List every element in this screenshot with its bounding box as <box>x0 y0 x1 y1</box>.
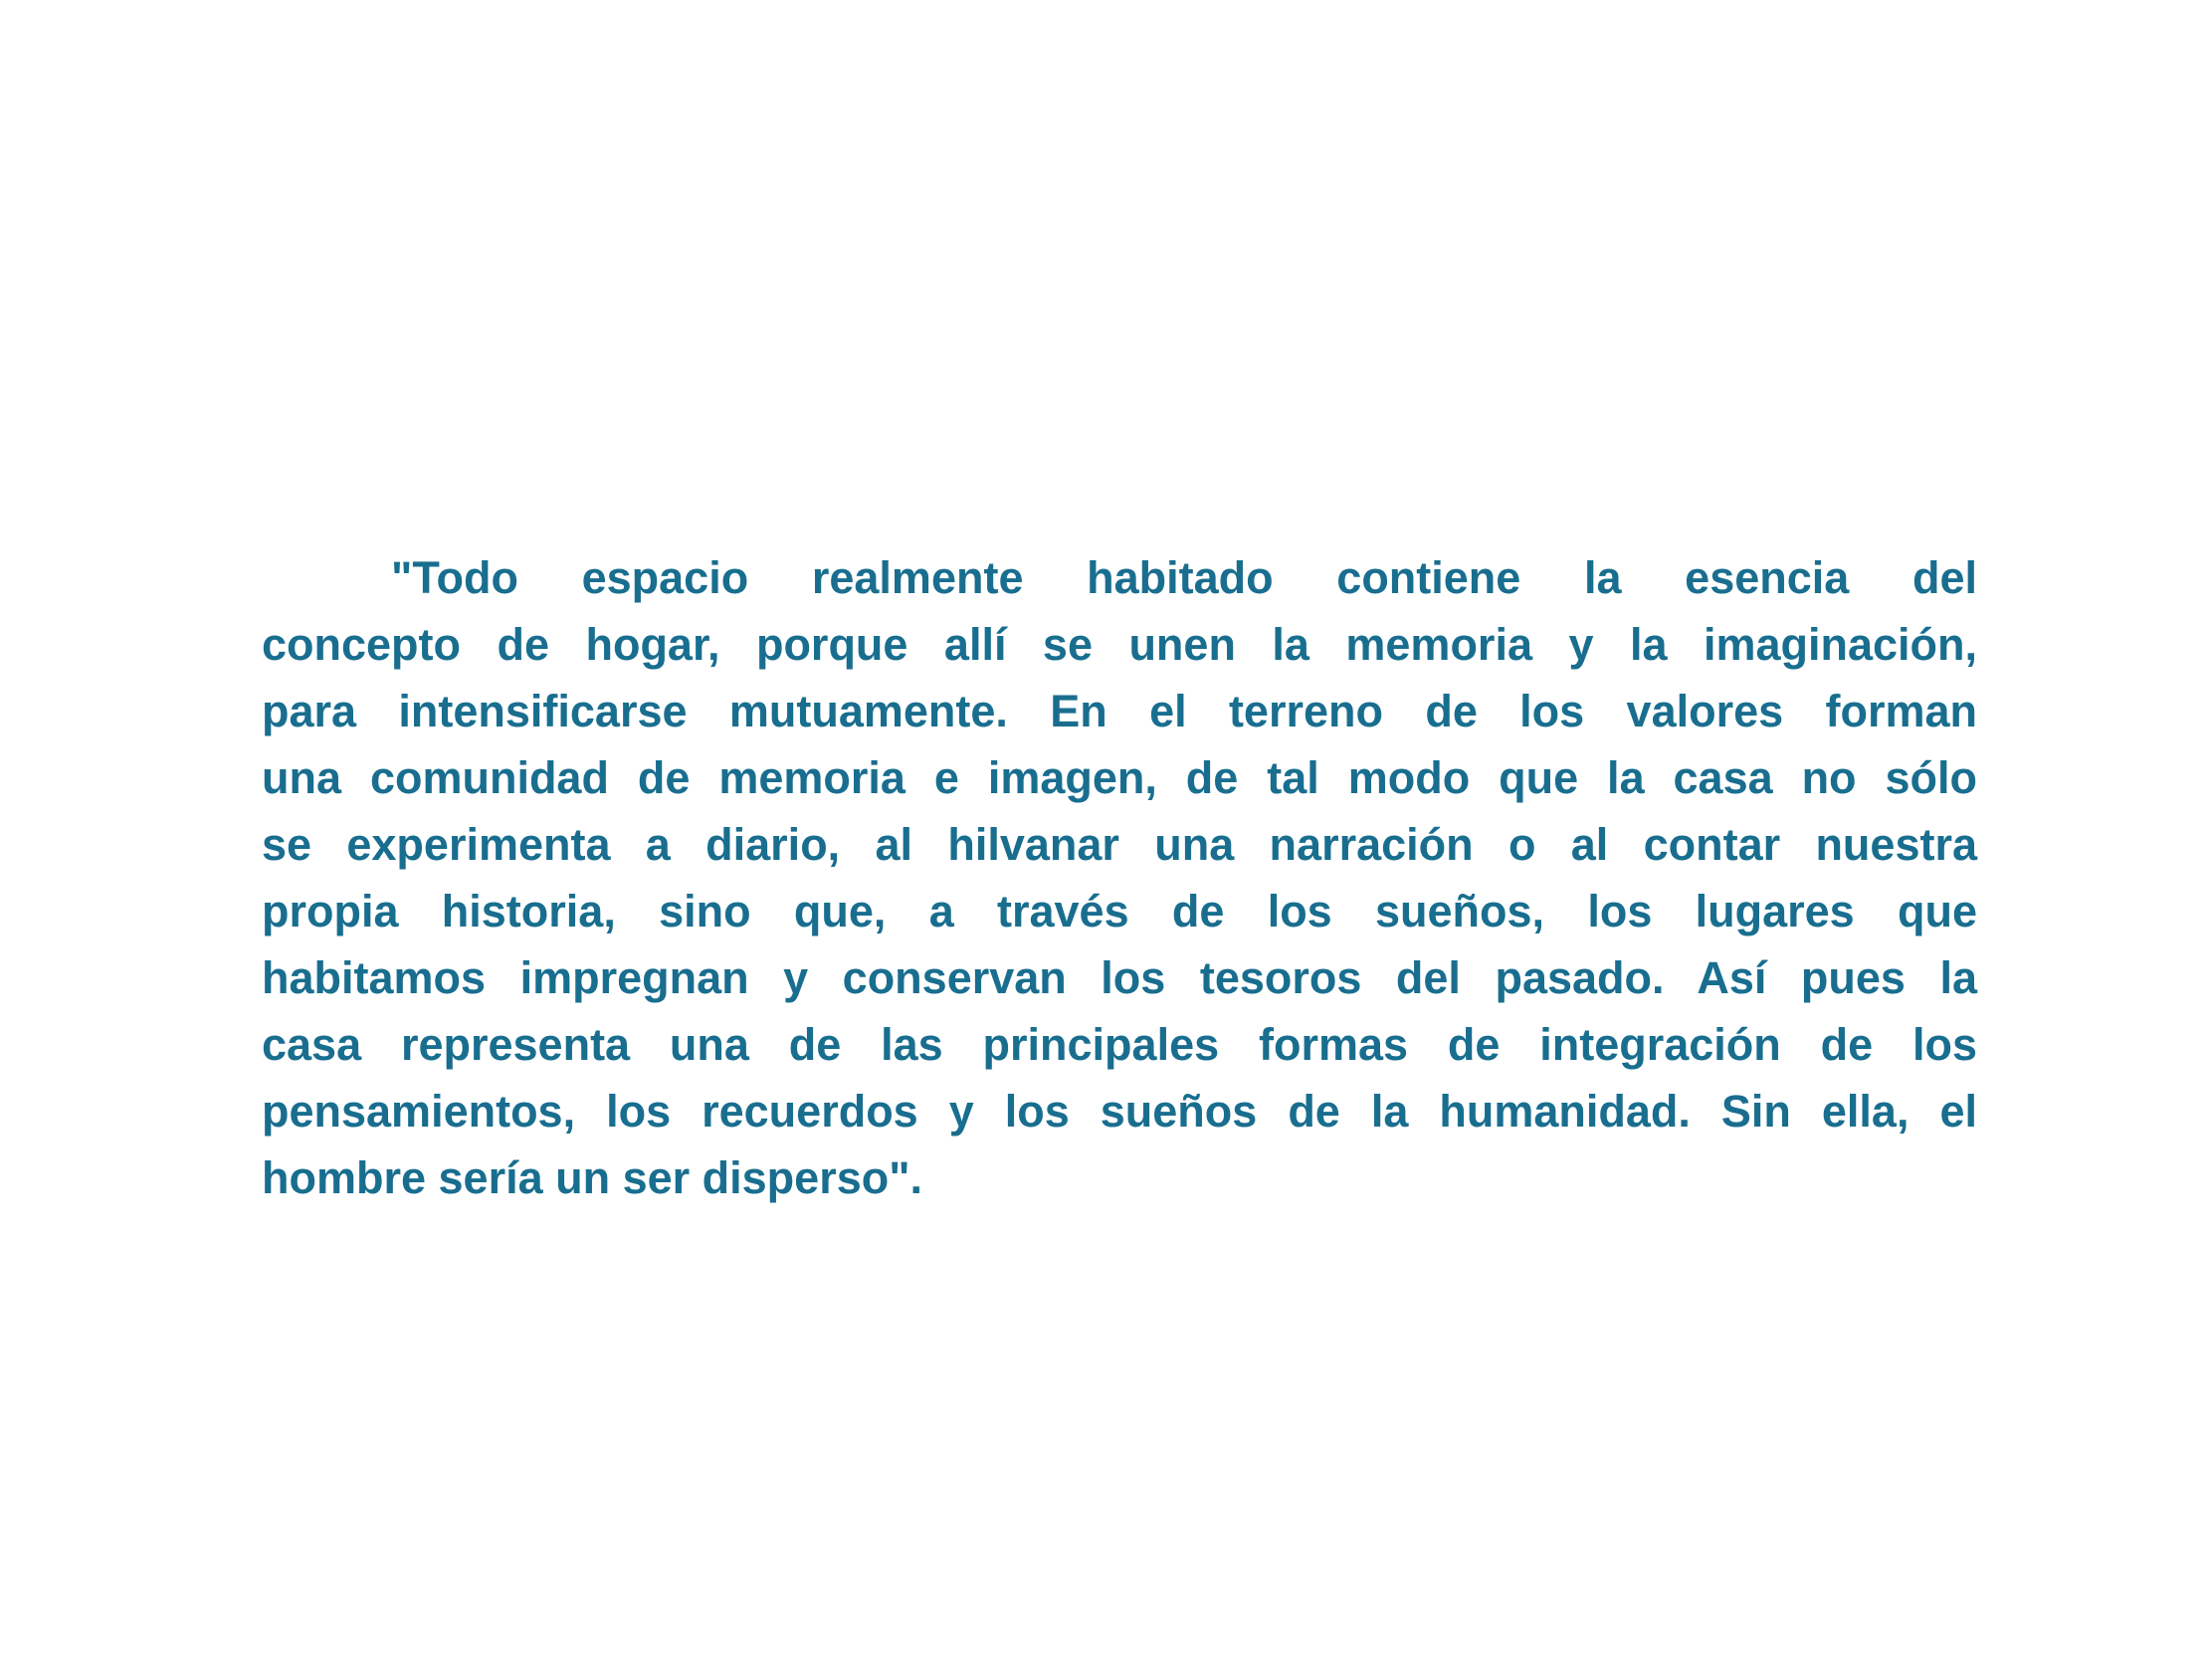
quote-line: habitamos impregnan y conservan los tesoros del pasado. Así pues la <box>262 952 1977 1003</box>
quote-line: "Todo espacio realmente habitado contiene la esencia del <box>391 552 1977 603</box>
quote-line: casa representa una de las principales formas de integración de los <box>262 1019 1977 1070</box>
quote-line: hombre sería un ser disperso". <box>262 1152 923 1203</box>
quote-line: pensamientos, los recuerdos y los sueños de la humanidad. Sin ella, el <box>262 1086 1977 1137</box>
quote-line: se experimenta a diario, al hilvanar una narración o al contar nuestra <box>262 819 1977 870</box>
quote-line: una comunidad de memoria e imagen, de tal modo que la casa no sólo <box>262 752 1977 803</box>
quote-line: concepto de hogar, porque allí se unen la memoria y la imaginación, <box>262 619 1977 670</box>
quote-line: propia historia, sino que, a través de los sueños, los lugares que <box>262 886 1977 936</box>
quote-line: para intensificarse mutuamente. En el terreno de los valores forman <box>262 686 1977 736</box>
quote-paragraph <box>262 544 1977 1211</box>
